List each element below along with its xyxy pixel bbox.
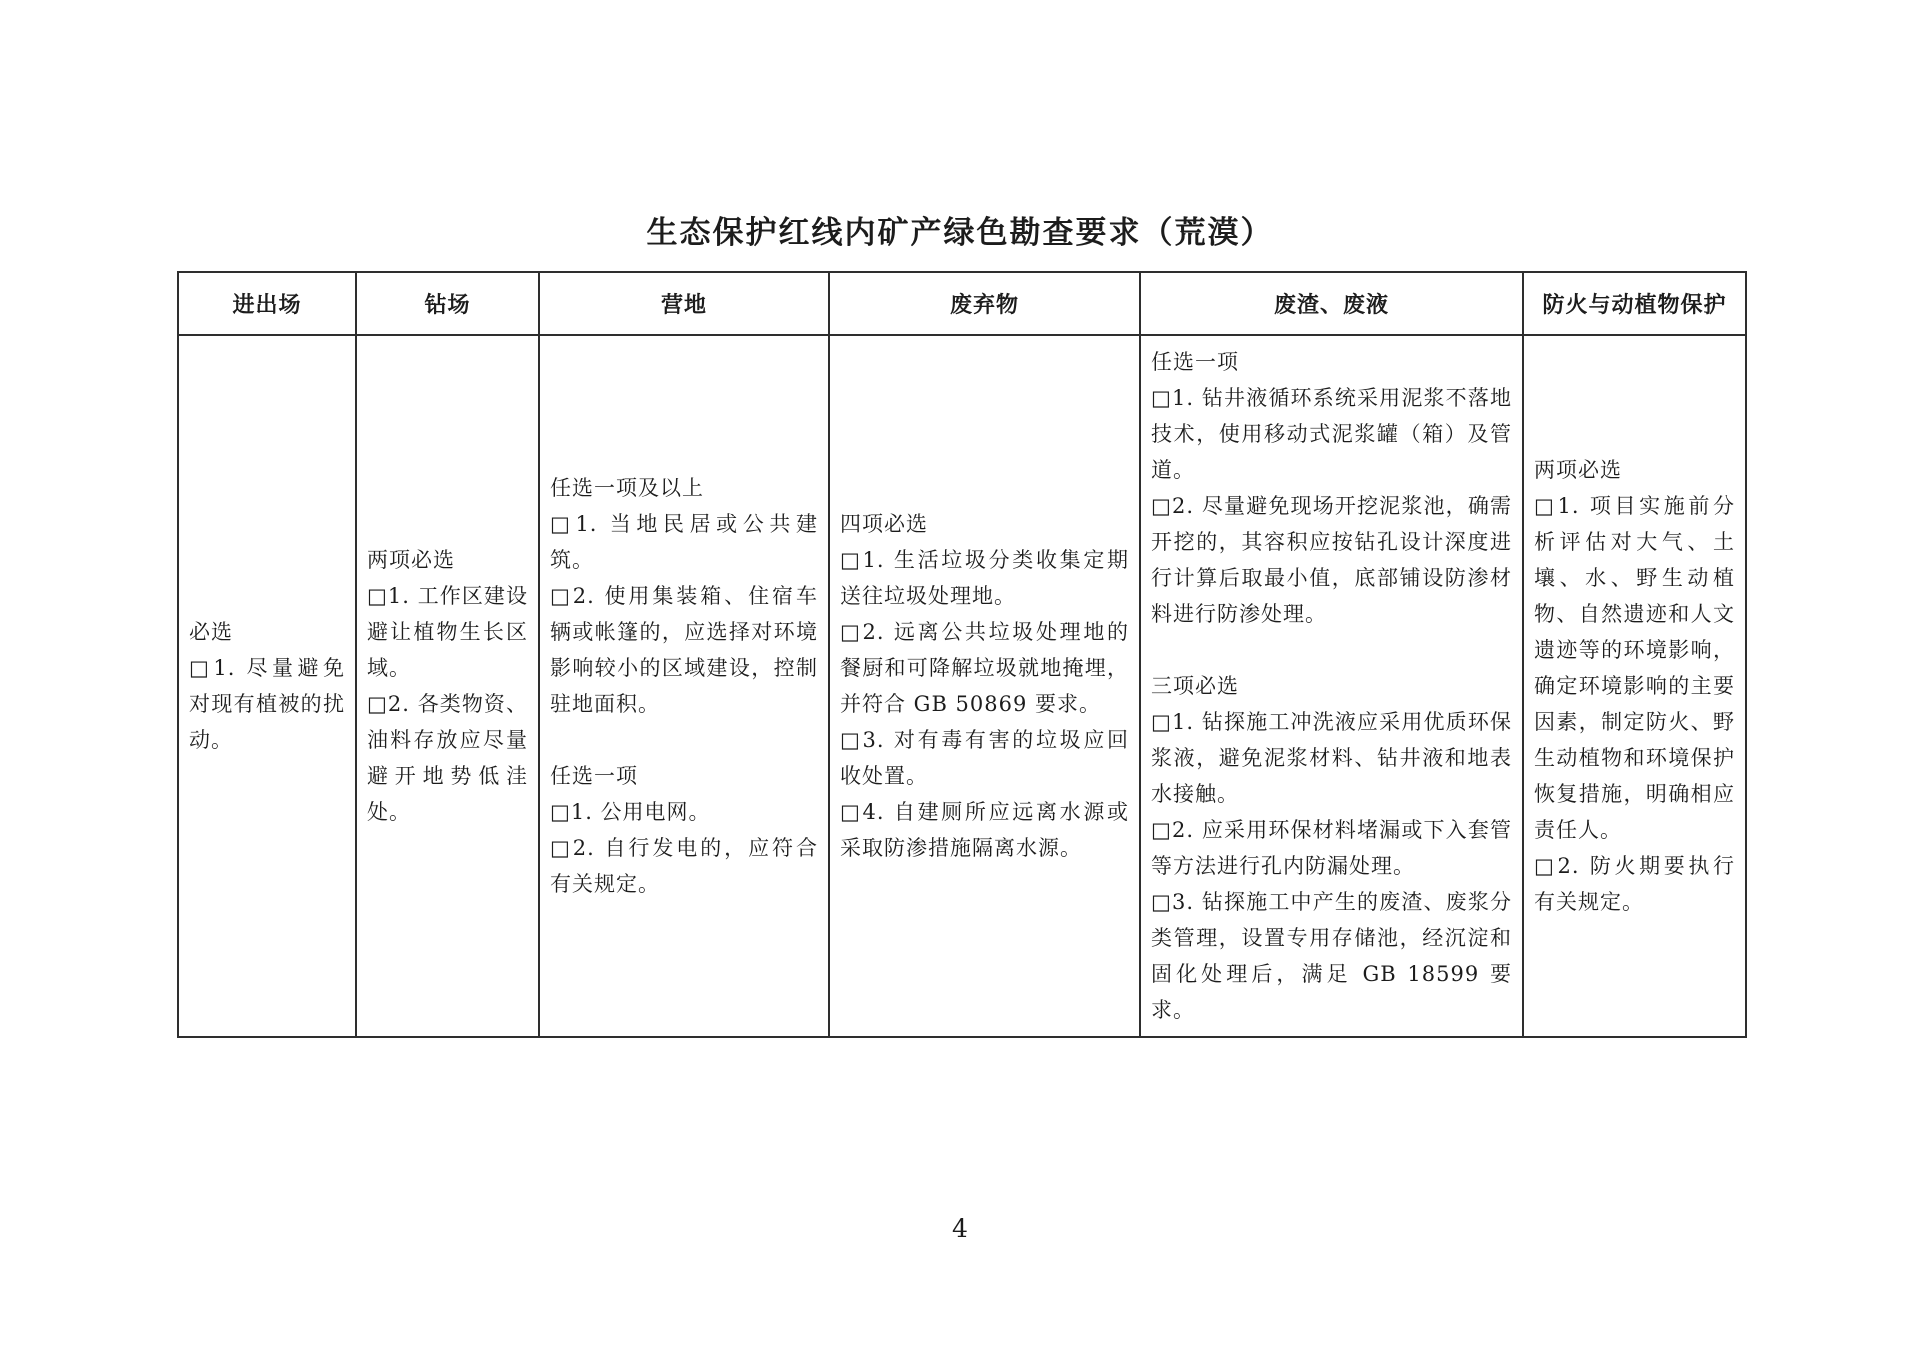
column-cell-2 [356,335,539,1037]
requirement-item: □1. 工作区建设避让植物生长区域。 [367,584,528,680]
requirement-group [550,470,818,722]
requirement-item: □1. 当地民居或公共建筑。 [550,512,818,572]
requirement-item: □4. 自建厕所应远离水源或采取防渗措施隔离水源。 [840,800,1129,860]
requirement-item: □1. 项目实施前分析评估对大气、土壤、水、野生动植物、自然遗迹和人文遗迹等的环境影响，确定环境影响的主要因素，制定防火、野生动植物和环境保护恢复措施，明确相应责任人。 [1534,494,1735,842]
group-label: 任选一项及以上 [550,476,704,500]
column-cell-4 [829,335,1140,1037]
requirement-item: □1. 钻探施工冲洗液应采用优质环保浆液，避免泥浆材料、钻井液和地表水接触。 [1151,710,1512,806]
requirement-group [189,614,345,758]
requirement-group [1151,344,1512,632]
requirement-group [840,506,1129,866]
page-title: 生态保护红线内矿产绿色勘查要求（荒漠） [646,215,1274,251]
group-label: 任选一项 [1151,350,1239,374]
requirement-group [367,542,528,830]
requirement-item: □2. 尽量避免现场开挖泥浆池，确需开挖的，其容积应按钻孔设计深度进行计算后取最小值，底部铺设防渗材料进行防渗处理。 [1151,494,1512,626]
requirement-item: □2. 防火期要执行有关规定。 [1534,854,1735,914]
column-header-4: 废弃物 [829,272,1140,335]
requirement-item: □1. 钻井液循环系统采用泥浆不落地技术，使用移动式泥浆罐（箱）及管道。 [1151,386,1512,482]
group-label: 两项必选 [367,548,455,572]
group-label: 任选一项 [550,764,638,788]
requirement-item: □1. 生活垃圾分类收集定期送往垃圾处理地。 [840,548,1129,608]
requirement-group [1534,452,1735,920]
requirement-item: □3. 对有毒有害的垃圾应回收处置。 [840,728,1129,788]
requirement-item: □2. 自行发电的，应符合有关规定。 [550,836,818,896]
column-header-3: 营地 [539,272,829,335]
group-label: 必选 [189,620,233,644]
column-cell-3 [539,335,829,1037]
requirement-group [550,758,818,902]
column-cell-5 [1140,335,1523,1037]
requirements-table [177,271,1747,1038]
requirement-group [1151,668,1512,1028]
requirement-item: □2. 各类物资、油料存放应尽量避开地势低洼处。 [367,692,528,824]
table-body-row [178,335,1746,1037]
column-header-1: 进出场 [178,272,356,335]
table-header-row [178,272,1746,335]
requirement-item: □2. 使用集装箱、住宿车辆或帐篷的，应选择对环境影响较小的区域建设，控制驻地面积。 [550,584,818,716]
page-number: 4 [952,1214,968,1243]
column-header-5: 废渣、废液 [1140,272,1523,335]
requirement-item: □1. 尽量避免对现有植被的扰动。 [189,656,345,752]
requirement-item: □2. 应采用环保材料堵漏或下入套管等方法进行孔内防漏处理。 [1151,818,1512,878]
column-header-6: 防火与动植物保护 [1523,272,1746,335]
column-cell-6 [1523,335,1746,1037]
requirement-item: □2. 远离公共垃圾处理地的餐厨和可降解垃圾就地掩埋，并符合 GB 50869 要求。 [840,620,1129,716]
requirement-item: □3. 钻探施工中产生的废渣、废浆分类管理，设置专用存储池，经沉淀和固化处理后，满足 GB 18599 要求。 [1151,890,1512,1022]
group-label: 四项必选 [840,512,928,536]
group-label: 两项必选 [1534,458,1622,482]
column-cell-1 [178,335,356,1037]
requirement-item: □1. 公用电网。 [550,800,711,824]
column-header-2: 钻场 [356,272,539,335]
group-label: 三项必选 [1151,674,1239,698]
